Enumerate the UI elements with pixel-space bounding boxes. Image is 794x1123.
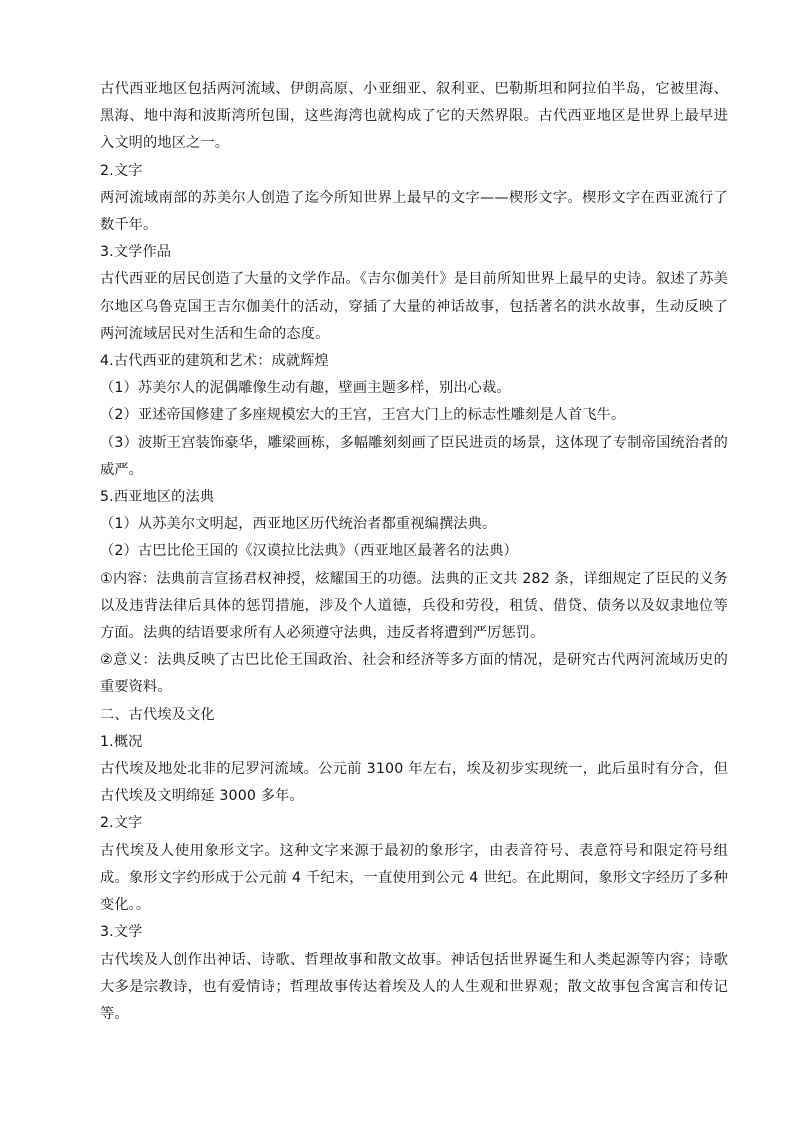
- heading-egypt-literature: 3.文学: [100, 924, 143, 941]
- heading-overview: 1.概况: [100, 733, 143, 750]
- heading-egypt: 二、古代埃及文化: [100, 706, 215, 723]
- document-body: [100, 76, 728, 1028]
- egypt-literature-paragraph: 古代埃及人创作出神话、诗歌、哲理故事和散文故事。神话包括世界诞生和人类起源等内容；诗歌大多是宗教诗，也有爱情诗；哲理故事传达着埃及人的人生观和世界观；散文故事包含寓言和传记等。: [100, 951, 728, 1022]
- law-content-paragraph: ①内容：法典前言宣扬君权神授，炫耀国王的功德。法典的正文共 282 条，详细规定了臣民的义务以及违背法律后具体的惩罚措施，涉及个人道德，兵役和劳役，租赁、借贷、债务以及奴隶地位等方面。法典的结语要求所有人必须遵守法典，违反者将遭到严厉惩罚。: [100, 570, 728, 642]
- law-item-2: （2）古巴比伦王国的《汉谟拉比法典》（西亚地区最著名的法典）: [100, 543, 518, 560]
- egypt-writing-paragraph: 古代埃及人使用象形文字。这种文字来源于最初的象形字，由表音符号、表意符号和限定符号组成。象形文字约形成于公元前 4 千纪末，一直使用到公元 4 世纪。在此期间，象形文字经历了多种变化。。: [100, 842, 728, 914]
- law-significance-paragraph: ②意义：法典反映了古巴比伦王国政治、社会和经济等多方面的情况，是研究古代两河流域历史的重要资料。: [100, 652, 728, 696]
- intro-paragraph: 古代西亚地区包括两河流域、伊朗高原、小亚细亚、叙利亚、巴勒斯坦和阿拉伯半岛，它被里海、黑海、地中海和波斯湾所包围，这些海湾也就构成了它的天然界限。古代西亚地区是世界上最早进入文明的地区之一。: [100, 81, 728, 152]
- overview-paragraph: 古代埃及地处北非的尼罗河流域。公元前 3100 年左右，埃及初步实现统一，此后虽时有分合，但古代埃及文明绵延 3000 多年。: [100, 761, 728, 805]
- literature-paragraph: 古代西亚的居民创造了大量的文学作品。《吉尔伽美什》是目前所知世界上最早的史诗。叙述了苏美尔地区乌鲁克国王吉尔伽美什的活动，穿插了大量的神话故事，包括著名的洪水故事，生动反映了两河流域居民对生活和生命的态度。: [100, 271, 728, 342]
- law-item-1: （1）从苏美尔文明起，西亚地区历代统治者都重视编撰法典。: [100, 516, 497, 533]
- heading-writing: 2.文字: [100, 162, 143, 179]
- architecture-item-3: （3）波斯王宫装饰豪华，雕梁画栋，多幅雕刻刻画了臣民进贡的场景，这体现了专制帝国统治者的威严。: [100, 434, 728, 478]
- heading-egypt-writing: 2.文字: [100, 815, 143, 832]
- architecture-item-2: （2）亚述帝国修建了多座规模宏大的王宫，王宫大门上的标志性雕刻是人首飞牛。: [100, 407, 626, 424]
- writing-paragraph: 两河流域南部的苏美尔人创造了迄今所知世界上最早的文字——楔形文字。楔形文字在西亚流行了数千年。: [100, 189, 728, 234]
- heading-literature: 3.文学作品: [100, 244, 172, 261]
- architecture-item-1: （1）苏美尔人的泥偶雕像生动有趣，壁画主题多样，别出心裁。: [100, 380, 511, 397]
- heading-law: 5.西亚地区的法典: [100, 489, 215, 506]
- heading-architecture: 4.古代西亚的建筑和艺术：成就辉煌: [100, 353, 329, 370]
